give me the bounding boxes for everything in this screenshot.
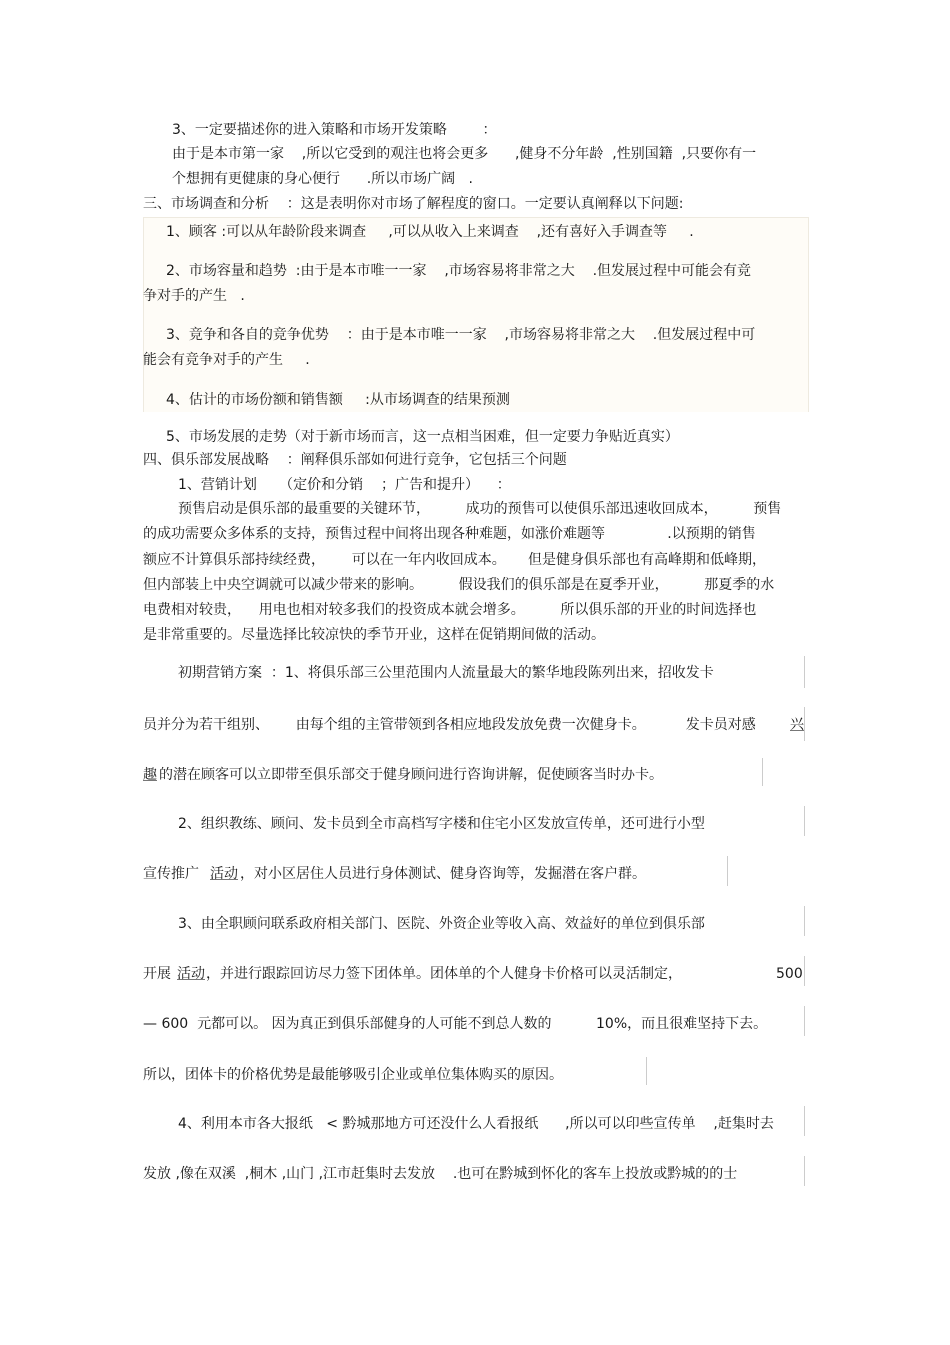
- divider: [804, 656, 805, 688]
- text-line: 4、估计的市场份额和销售额 :从市场调查的结果预测: [166, 392, 510, 408]
- divider: [804, 806, 805, 836]
- text-line: 5、市场发展的走势（对于新市场而言，这一点相当困难，但一定要力争贴近真实）: [166, 429, 679, 445]
- text-line: 活动: [210, 866, 238, 882]
- divider: [804, 707, 805, 741]
- text-line: 电费相对较贵， 用电也相对较多我们的投资成本就会增多。 所以俱乐部的开业的时间选择也: [143, 602, 757, 618]
- text-line: 能会有竞争对手的产生 .: [143, 352, 310, 368]
- text-line: 的潜在顾客可以立即带至俱乐部交于健身顾问进行咨询讲解，促使顾客当时办卡。: [159, 767, 663, 783]
- text-line: 初期营销方案 ：1、将俱乐部三公里范围内人流量最大的繁华地段陈列出来，招收发卡: [178, 665, 714, 681]
- text-line: 预售启动是俱乐部的最重要的关键环节， 成功的预售可以使俱乐部迅速收回成本， 预售: [178, 501, 782, 517]
- divider: [762, 758, 763, 786]
- text-line: 1、营销计划 （定价和分销 ；广告和提升） ：: [178, 477, 511, 493]
- text-line: 兴: [790, 717, 804, 733]
- text-line: 2、市场容量和趋势 :由于是本市唯一一家 ,市场容易将非常之大 .但发展过程中可能会有竞: [166, 263, 752, 279]
- text-line: 500: [776, 966, 803, 982]
- text-line: 的成功需要众多体系的支持，预售过程中间将出现各种难题，如涨价难题等 .以预期的销售: [143, 526, 756, 542]
- text-line: ，对小区居住人员进行身体测试、健身咨询等，发掘潜在客户群。: [240, 866, 646, 882]
- section-heading: 四、俱乐部发展战略 ：阐释俱乐部如何进行竞争，它包括三个问题: [143, 452, 567, 468]
- text-line: 个想拥有更健康的身心便行 .所以市场广阔 .: [172, 171, 473, 187]
- text-line: ，并进行跟踪回访尽力签下团体单。团体单的个人健身卡价格可以灵活制定，: [206, 966, 682, 982]
- divider: [727, 856, 728, 886]
- text-line: 额应不计算俱乐部持续经费， 可以在一年内收回成本。 但是健身俱乐部也有高峰期和低峰期，: [143, 552, 766, 568]
- divider: [804, 1156, 805, 1186]
- text-line: 3、由全职顾问联系政府相关部门、医院、外资企业等收入高、效益好的单位到俱乐部: [178, 916, 705, 932]
- text-line: 但内部装上中央空调就可以减少带来的影响。 假设我们的俱乐部是在夏季开业， 那夏季的水: [143, 577, 775, 593]
- divider: [804, 906, 805, 936]
- text-line: 所以，团体卡的价格优势是最能够吸引企业或单位集体购买的原因。: [143, 1067, 563, 1083]
- divider: [804, 956, 805, 986]
- text-line: — 600 元都可以。 因为真正到俱乐部健身的人可能不到总人数的 10%，而且很难坚持下去。: [143, 1016, 768, 1032]
- text-line: 活动: [177, 966, 205, 982]
- divider: [804, 1106, 805, 1136]
- text-line: 3、竞争和各自的竞争优势 ：由于是本市唯一一家 ,市场容易将非常之大 .但发展过程中可: [166, 327, 756, 343]
- text-line: 1、顾客 :可以从年龄阶段来调查 ,可以从收入上来调查 ,还有喜好入手调查等 .: [166, 224, 694, 240]
- highlighted-section: [143, 217, 809, 412]
- text-line: 员并分为若干组别、 由每个组的主管带领到各相应地段发放免费一次健身卡。 发卡员对感: [143, 717, 756, 733]
- section-heading: 三、市场调查和分析 ：这是表明你对市场了解程度的窗口。一定要认真阐释以下问题:: [143, 196, 684, 212]
- text-line: 4、利用本市各大报纸 < 黔城那地方可还没什么人看报纸 ,所以可以印些宣传单 ,赶集时去: [178, 1116, 774, 1132]
- text-line: 3、一定要描述你的进入策略和市场开发策略 ：: [172, 122, 497, 138]
- text-line: 宣传推广: [143, 866, 204, 882]
- text-line: 由于是本市第一家 ,所以它受到的观注也将会更多 ,健身不分年龄 ,性别国籍 ,只要你有一: [172, 146, 757, 162]
- text-line: 是非常重要的。尽量选择比较凉快的季节开业，这样在促销期间做的活动。: [143, 627, 605, 643]
- divider: [646, 1057, 647, 1085]
- text-line: 发放 ,像在双溪 ,桐木 ,山门 ,江市赶集时去发放 .也可在黔城到怀化的客车上投放或黔城的的士: [143, 1166, 738, 1182]
- text-line: 开展: [143, 966, 176, 982]
- text-line: 2、组织教练、顾问、发卡员到全市高档写字楼和住宅小区发放宣传单，还可进行小型: [178, 816, 705, 832]
- text-line: 趣: [143, 767, 157, 783]
- text-line: 争对手的产生 .: [143, 288, 245, 304]
- divider: [804, 1006, 805, 1036]
